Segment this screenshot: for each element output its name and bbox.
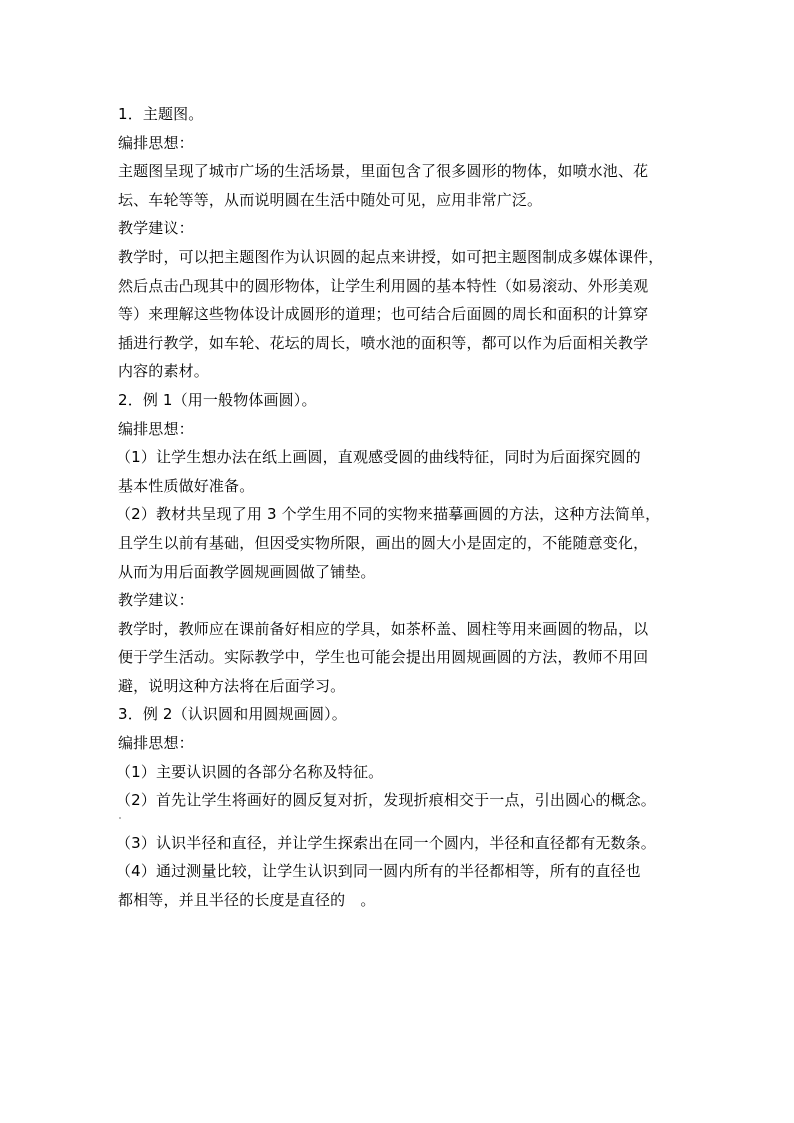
paragraph-line: 然后点击凸现其中的圆形物体，让学生利用圆的基本特性（如易滚动、外形美观	[118, 276, 649, 295]
paragraph-line: 且学生以前有基础，但因受实物所限，画出的圆大小是固定的，不能随意变化，	[118, 533, 649, 552]
label-design-idea: 编排思想：	[118, 133, 194, 152]
paragraph-line: 等）来理解这些物体设计成圆形的道理；也可结合后面圆的周长和面积的计算穿	[118, 305, 649, 324]
paragraph-line: 避，说明这种方法将在后面学习。	[118, 676, 346, 695]
stray-mark	[119, 817, 121, 819]
paragraph-line: 主题图呈现了城市广场的生活场景，里面包含了很多圆形的物体，如喷水池、花	[118, 162, 649, 181]
heading-example-1: 2．例 1（用一般物体画圆）。	[118, 390, 317, 409]
paragraph-line: 教学时，教师应在课前备好相应的学具，如茶杯盖、圆柱等用来画圆的物品，以	[118, 619, 649, 638]
paragraph-line: 内容的素材。	[118, 362, 209, 381]
paragraph-line: 教学时，可以把主题图作为认识圆的起点来讲授，如可把主题图制成多媒体课件，	[118, 247, 664, 266]
paragraph-line: 从而为用后面教学圆规画圆做了铺垫。	[118, 562, 376, 581]
label-design-idea: 编排思想：	[118, 419, 194, 438]
document-body	[118, 100, 684, 915]
list-item: （2）教材共呈现了用 3 个学生用不同的实物来描摹画圆的方法，这种方法简单，	[116, 505, 661, 524]
paragraph-line: 坛、车轮等等，从而说明圆在生活中随处可见，应用非常广泛。	[118, 190, 543, 209]
label-design-idea: 编排思想：	[118, 734, 194, 753]
list-item: （1）让学生想办法在纸上画圆，直观感受圆的曲线特征，同时为后面探究圆的	[116, 448, 641, 467]
paragraph-line: 插进行教学，如车轮、花坛的周长，喷水池的面积等，都可以作为后面相关教学	[118, 333, 649, 352]
list-item: （2）首先让学生将画好的圆反复对折，发现折痕相交于一点，引出圆心的概念。	[116, 791, 656, 810]
paragraph-line: 基本性质做好准备。	[118, 476, 255, 495]
list-item: （1）主要认识圆的各部分名称及特征。	[116, 762, 384, 781]
list-item: （4）通过测量比较，让学生认识到同一圆内所有的半径都相等，所有的直径也	[116, 862, 641, 881]
paragraph-line: 都相等，并且半径的长度是直径的 。	[118, 891, 376, 910]
label-teaching-advice: 教学建议：	[118, 219, 194, 238]
heading-example-2: 3．例 2（认识圆和用圆规画圆）。	[118, 705, 347, 724]
paragraph-line: 便于学生活动。实际教学中，学生也可能会提出用圆规画圆的方法，教师不用回	[118, 648, 649, 667]
spacer	[118, 815, 684, 829]
list-item: （3）认识半径和直径，并让学生探索出在同一个圆内，半径和直径都有无数条。	[116, 833, 656, 852]
heading-theme-picture: 1．主题图。	[118, 105, 204, 123]
label-teaching-advice: 教学建议：	[118, 591, 194, 610]
